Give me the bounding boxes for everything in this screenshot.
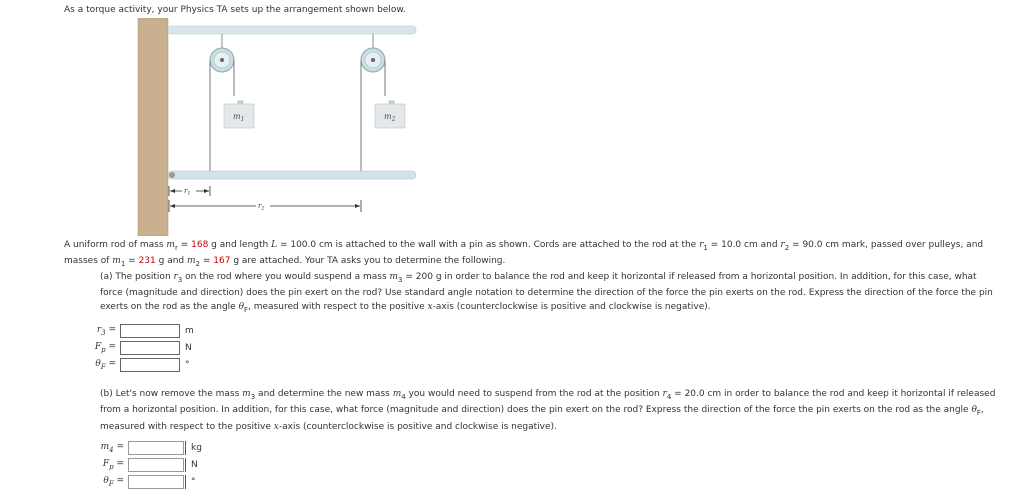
problem-statement: A uniform rod of mass $m_r = 168$ g and length L = 100.0 cm is attached to the wall with a pin as shown. Cords are attached to the rod at the $r_1 = 10.0$ cm and $r_2 = 90.0$ cm mark, passed over pulleys, and masses of $m_1 = 231$ g and $m_2 = 167$ g are attached. Your TA asks you to determine the following. <box>64 240 984 268</box>
mass-2-label: $m_2$ <box>384 112 396 123</box>
mass-1-label: $m_1$ <box>233 112 245 123</box>
part-b-m4-row: $m_4$ = kg <box>100 442 202 454</box>
r3-input[interactable] <box>120 324 180 338</box>
rod-mass-value: 168 <box>191 240 209 250</box>
pin <box>169 172 175 178</box>
pulley-1 <box>210 48 234 72</box>
part-a-question: (a) The position $r_3$ on the rod where you would suspend a mass $m_3 = 200$ g in order to balance the rod and keep it horizontal if released from a horizontal position. In addition, for this case, what force (magnitude and direction) does the pin exert on the rod? Use standard angle notation to determine the direction of the force the pin exerts on the rod. Express the direction of the force the pin exerts on the rod as the angle $\theta_F$, measured with respect to the positive x-axis (counterclockwise is positive and clockwise is negative). <box>100 272 993 314</box>
m4-unit: kg <box>191 443 202 453</box>
part-a-theta-row: $\theta_F$ = ° <box>95 359 190 371</box>
pulley-2 <box>361 48 385 72</box>
fp-b-unit: N <box>191 460 198 470</box>
r2-dimension <box>169 200 361 212</box>
r1-label: $r_1$ <box>184 187 191 197</box>
ceiling-bar <box>168 26 416 34</box>
part-a-r3-row: $r_3$ = m <box>96 325 194 337</box>
torque-figure <box>130 18 430 236</box>
r2-label: $r_2$ <box>258 202 265 212</box>
fp-a-input[interactable] <box>120 341 180 355</box>
part-b-question: (b) Let's now remove the mass $m_3$ and determine the new mass $m_4$ you would need to suspend from the rod at the position $r_4 = 20.0$ cm in order to balance the rod and keep it horizontal if released from a horizontal position. In addition, for this case, what force (magnitude and direction) does the pin exert on the rod? Express the direction of the force the pin exerts on the rod as the angle $\theta_F$, measured with respect to the positive x-axis (counterclockwise is positive and clockwise is negative). <box>100 389 996 432</box>
m4-input[interactable] <box>128 441 184 455</box>
mass2-value: 167 <box>213 255 231 266</box>
r3-unit: m <box>185 326 194 336</box>
fp-a-unit: N <box>185 343 192 353</box>
theta-b-input[interactable] <box>128 475 184 489</box>
intro-text: As a torque activity, your Physics TA sets up the arrangement shown below. <box>64 5 406 15</box>
part-b-theta-row: $\theta_F$ = ° <box>103 476 196 488</box>
wall <box>138 18 168 236</box>
theta-a-input[interactable] <box>120 358 180 372</box>
theta-b-unit: ° <box>191 477 196 487</box>
theta-a-unit: ° <box>185 360 190 370</box>
fp-b-input[interactable] <box>128 458 184 472</box>
part-b-fp-row: $F_p$ = N <box>102 459 198 471</box>
mass1-value: 231 <box>138 255 156 266</box>
rod <box>168 171 416 179</box>
part-a-fp-row: $F_p$ = N <box>94 342 192 354</box>
